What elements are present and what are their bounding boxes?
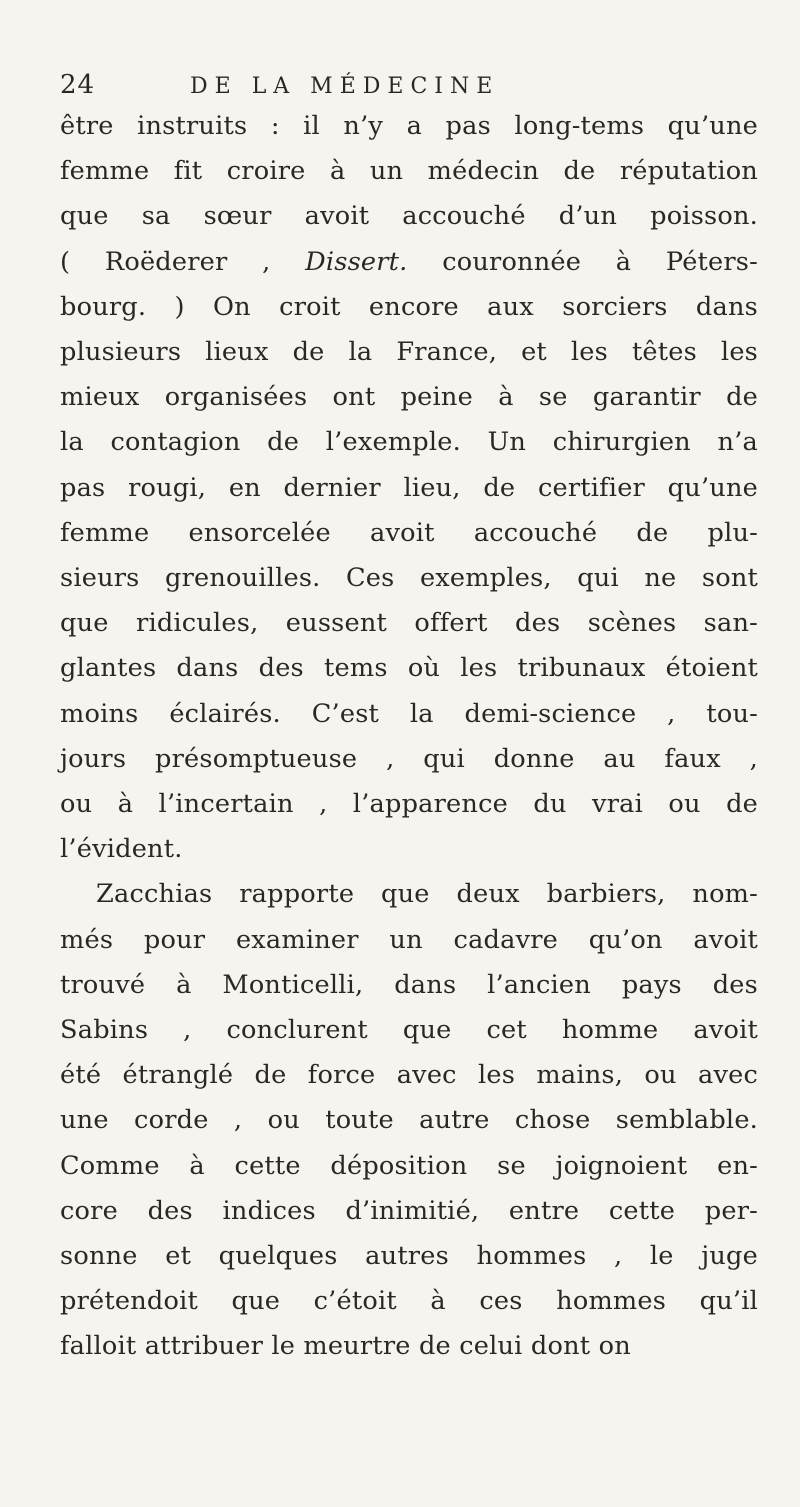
text-line: être instruits : il n’y a pas long-tems qu’une xyxy=(60,111,758,141)
text-line: falloit attribuer le meurtre de celui dont on xyxy=(60,1331,631,1362)
text-line: ( Roëderer , Dissert. couronnée à Péters- xyxy=(60,246,758,277)
body-text xyxy=(60,104,758,1370)
text-line: trouvé à Monticelli, dans l’ancien pays des xyxy=(60,969,758,1000)
text-line: mieux organisées ont peine à se garantir de xyxy=(60,382,758,413)
text-line: més pour examiner un cadavre qu’on avoit xyxy=(60,924,758,955)
text-line: l’évident. xyxy=(60,834,183,865)
running-head xyxy=(60,70,758,102)
paragraph-2 xyxy=(60,872,758,1369)
text-line: Sabins , conclurent que cet homme avoit xyxy=(60,1015,758,1046)
text-line: une corde , ou toute autre chose semblable. xyxy=(60,1105,758,1136)
text-line: ou à l’incertain , l’apparence du vrai ou de xyxy=(60,789,758,820)
text-line: que sa sœur avoit accouché d’un poisson. xyxy=(60,201,758,232)
text-line: femme ensorcelée avoit accouché de plu- xyxy=(60,517,758,548)
text-line: core des indices d’inimitié, entre cette per- xyxy=(60,1195,758,1226)
text-line: Zacchias rapporte que deux barbiers, nom- xyxy=(96,879,758,910)
text-line: jours présomptueuse , qui donne au faux , xyxy=(60,743,758,774)
paragraph-1 xyxy=(60,104,758,872)
text-line: moins éclairés. C’est la demi-science , tou- xyxy=(60,698,758,729)
text-line: bourg. ) On croit encore aux sorciers dans xyxy=(60,291,758,322)
text-line: sonne et quelques autres hommes , le juge xyxy=(60,1241,758,1272)
text-line: femme fit croire à un médecin de réputation xyxy=(60,156,758,187)
text-line: pas rougi, en dernier lieu, de certifier qu’une xyxy=(60,472,758,503)
page-number: 24 xyxy=(60,70,96,100)
text-line: glantes dans des tems où les tribunaux étoient xyxy=(60,653,758,684)
running-title: DE LA MÉDECINE xyxy=(190,74,500,99)
text-line: sieurs grenouilles. Ces exemples, qui ne sont xyxy=(60,563,758,594)
text-line: la contagion de l’exemple. Un chirurgien n’a xyxy=(60,427,758,458)
citation-title: Dissert. xyxy=(305,246,408,277)
text-line: que ridicules, eussent offert des scènes san- xyxy=(60,608,758,639)
text-line: prétendoit que c’étoit à ces hommes qu’il xyxy=(60,1286,758,1317)
text-line: été étranglé de force avec les mains, ou avec xyxy=(60,1060,758,1091)
text-line: plusieurs lieux de la France, et les têtes les xyxy=(60,337,758,368)
text-line: Comme à cette déposition se joignoient en- xyxy=(60,1150,758,1181)
